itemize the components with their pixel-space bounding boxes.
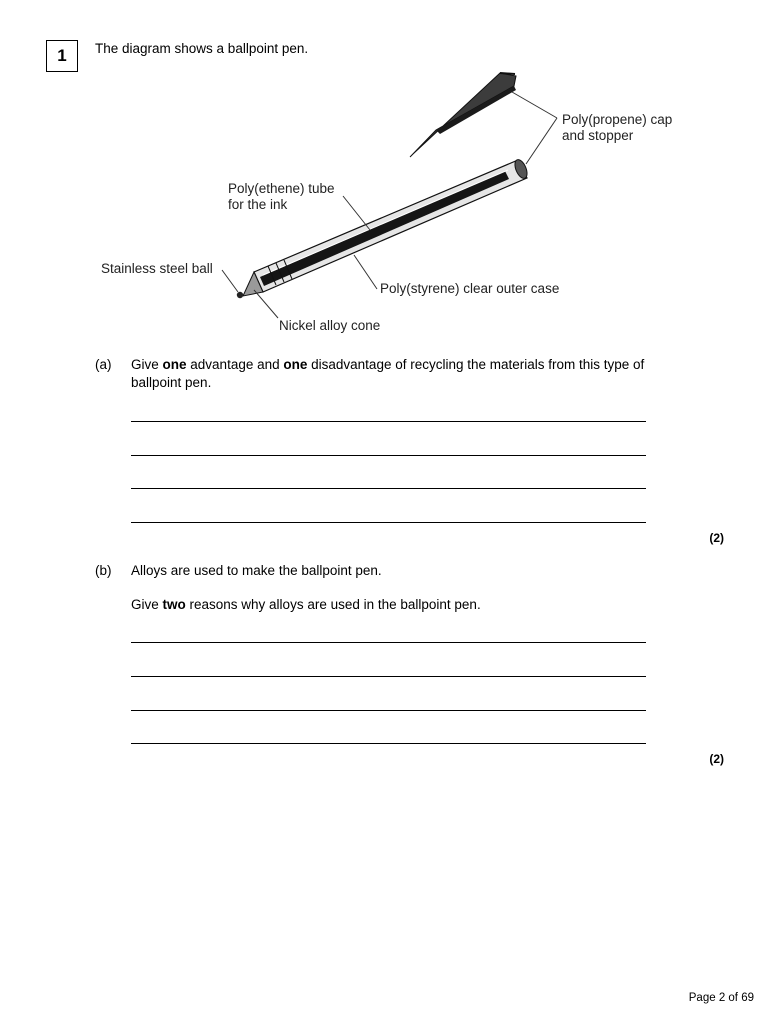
part-b-label: (b) xyxy=(95,563,112,578)
question-intro: The diagram shows a ballpoint pen. xyxy=(95,41,309,56)
question-number: 1 xyxy=(57,46,67,65)
pen-body-drawing xyxy=(254,158,530,292)
ballpoint-pen-diagram xyxy=(0,60,770,340)
page-number: Page 2 of 69 xyxy=(688,992,754,1004)
part-a-marks: (2) xyxy=(709,531,724,545)
part-b-question: Give two reasons why alloys are used in the ballpoint pen. xyxy=(131,597,481,612)
pen-cap-drawing xyxy=(410,73,516,157)
label-ball: Stainless steel ball xyxy=(101,261,213,276)
part-a-question: Give one advantage and one disadvantage of recycling the materials from this type of ballpoint pen. xyxy=(131,357,645,390)
label-cone: Nickel alloy cone xyxy=(279,318,381,333)
answer-line-a4[interactable] xyxy=(131,522,646,523)
answer-line-b1[interactable] xyxy=(131,642,646,643)
label-tube-line2: for the ink xyxy=(228,197,288,212)
part-a-label: (a) xyxy=(95,357,112,372)
answer-line-a3[interactable] xyxy=(131,488,646,489)
answer-line-b3[interactable] xyxy=(131,710,646,711)
label-cap-line1: Poly(propene) cap xyxy=(562,112,673,127)
answer-line-a2[interactable] xyxy=(131,455,646,456)
answer-line-a1[interactable] xyxy=(131,421,646,422)
answer-line-b2[interactable] xyxy=(131,676,646,677)
label-cap-line2: and stopper xyxy=(562,128,634,143)
part-b-marks: (2) xyxy=(709,752,724,766)
label-case: Poly(styrene) clear outer case xyxy=(380,281,560,296)
answer-line-b4[interactable] xyxy=(131,743,646,744)
label-tube-line1: Poly(ethene) tube xyxy=(228,181,335,196)
part-b-stem: Alloys are used to make the ballpoint pen. xyxy=(131,563,382,578)
